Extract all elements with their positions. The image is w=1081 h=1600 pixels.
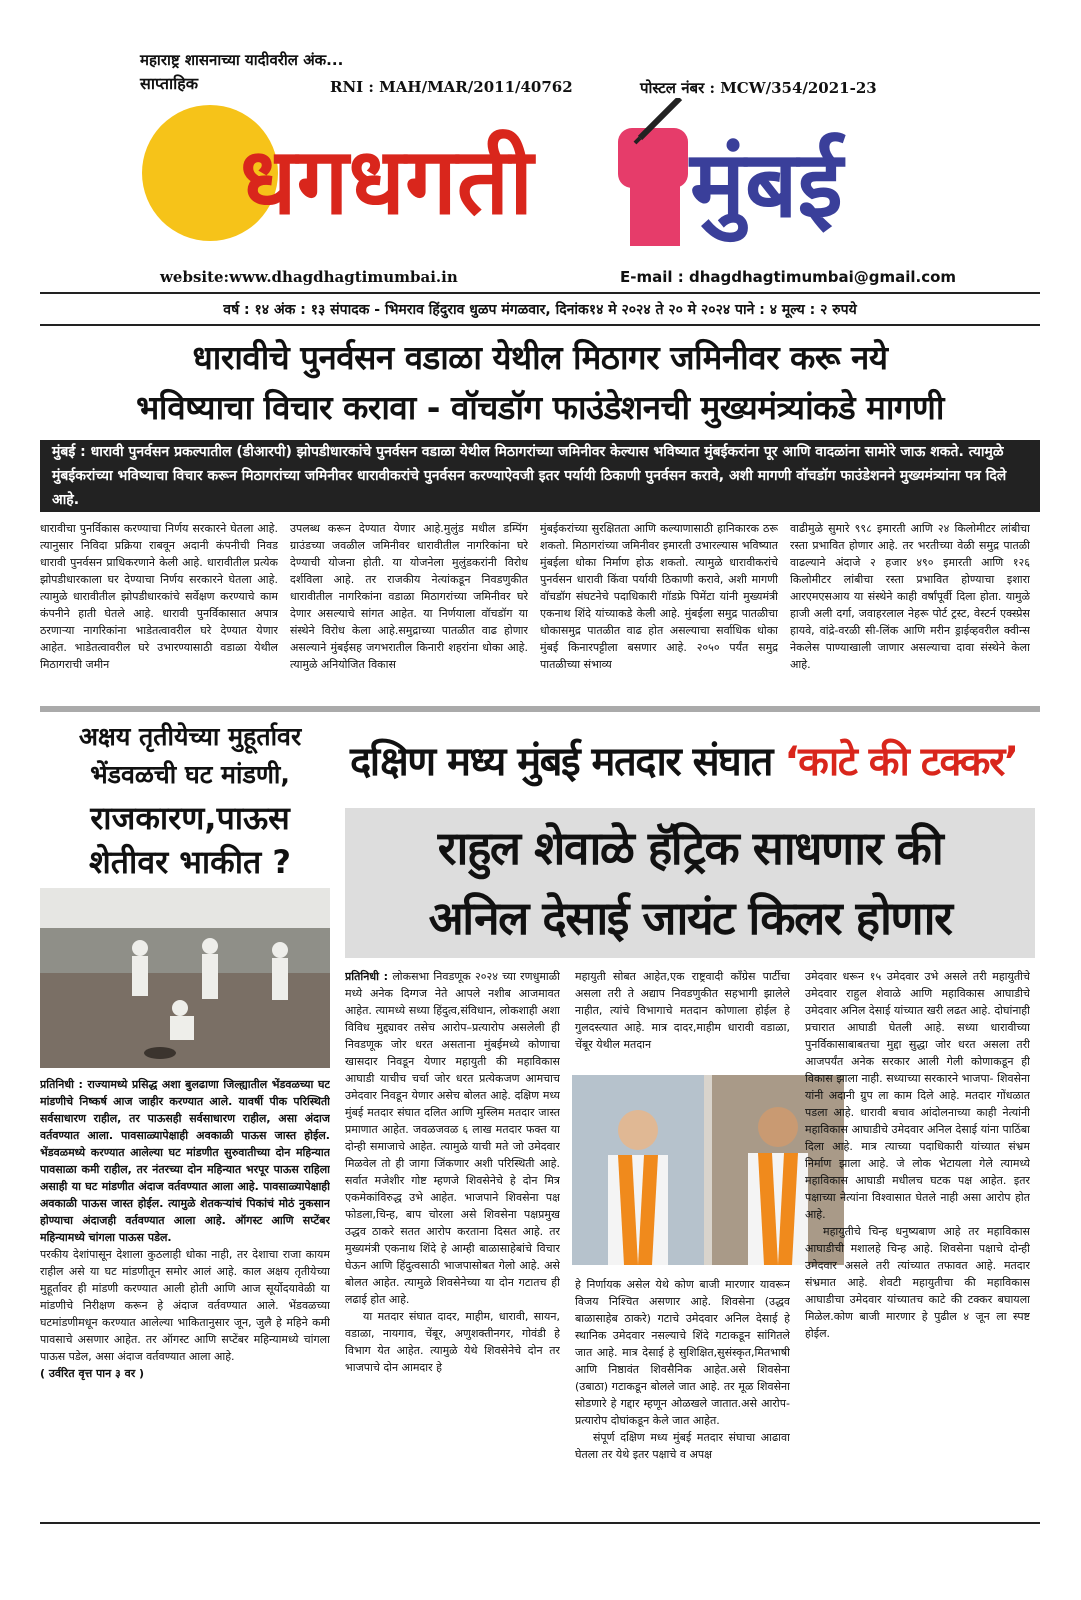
bottom-rule <box>40 1522 1040 1524</box>
lead-headline-2: भविष्याचा विचार करावा - वॉचडॉग फाउंडेशनची मुख्यमंत्र्यांकडे मागणी <box>136 388 944 427</box>
candidates-photo <box>572 1075 844 1265</box>
raised-fist-pen-icon <box>618 98 688 246</box>
weekly-label: साप्ताहिक <box>140 74 199 93</box>
left-story-body: प्रतिनिधी : राज्यामध्ये प्रसिद्ध अशा बुलढाणा जिल्ह्यातील भेंडवळच्या घट मांडणीचे निष्कर्ष आज जाहीर करण्यात आले. यावर्षी पीक परिस्थिती सर्वसाधारण राहील, तर पाऊसही सर्वसाधारण राहील, असा अंदाज वर्तवण्यात आला. पावसाळ्यापेक्षाही अवकाळी पाऊस जास्त होईल. भेंडवळमध्ये करण्यात आलेल्या घट मांडणीत सुरुवातीच्या दोन महिन्यात पावसाळा कमी राहील, तर नंतरच्या दोन महिन्यात भरपूर पाऊस राहिला असाही या घट मांडणीत अंदाज वर्तवण्यात आला आहे. पावसाळ्यापेक्षाही अवकाळी पाऊस जास्त होईल. त्यामुळे शेतकऱ्यांचं पिकांचं मोठं नुकसान होण्याचा अंदाजही वर्तवण्यात आला आहे. ऑगस्ट आणि सप्टेंबर महिन्यामध्ये चांगला पाऊस पडेल. परकीय देशांपासून देशाला कुठलाही धोका नाही, तर देशाचा राजा कायम राहील असे या घट मांडणीतून समोर आलं आहे. काल अक्षय तृतीयेच्या मुहूर्तावर ही मांडणी करण्यात आली होती आणि आज सूर्योदयावेळी या मांडणीचे निरीक्षण करून हे अंदाज वर्तवण्यात आले. भेंडवळच्या घटमांडणीमधून करण्यात आलेल्या भाकितानुसार जून, जुलै हे महिने कमी पावसाचे असणार आहेत. तर ऑगस्ट आणि सप्टेंबर महिन्यामध्ये चांगला पाऊस पडेल, असा अंदाज वर्तवण्यात आला आहे. ( उर्वरित वृत्त पान ३ वर ) <box>40 1078 330 1380</box>
logo-right-text: मुंबई <box>690 131 843 238</box>
left-headline-2: राजकारण,पाऊस शेतीवर भाकीत ? <box>89 799 291 881</box>
issue-info-line: वर्ष : १४ अंक : १३ संपादक - भिमराव हिंदुराव धुळप मंगळवार, दिनांक१४ मे २०२४ ते २० मे २०२४ पाने : ४ मूल्य : २ रुपये <box>223 302 857 318</box>
section-divider <box>40 706 1040 712</box>
main-column-2-bottom: हे निर्णायक असेल येथे कोण बाजी मारणार यावरून विजय निश्चित असणार आहे. शिवसेना (उद्धव बाळासाहेब ठाकरे) गटाचे उमेदवार अनिल देसाई हे स्थानिक उमेदवार नसल्याचे शिंदे गटाकडून सांगितले जात आहे. मात्र देसाई हे सुशिक्षित,सुसंस्कृत,मितभाषी आणि निष्ठावंत शिवसैनिक आहेत.असे शिवसेना (उबाठा) गटाकडून बोलले जात आहे. तर मूळ शिवसेना सोडणारे हे गद्दार म्हणून ओळखले जातात.असे आरोप- प्रत्यारोप दोघांकडून केले जात आहेत. संपूर्ण दक्षिण मध्य मुंबई मतदार संघाचा आढावा घेतला तर येथे इतर पक्षाचे व अपक्ष <box>575 1278 790 1461</box>
masthead-tagline: महाराष्ट्र शासनाच्या यादीवरील अंक... <box>140 51 344 69</box>
lead-column-1: धारावीचा पुनर्विकास करण्याचा निर्णय सरकारने घेतला आहे. त्यानुसार निविदा प्रक्रिया राबवून अदानी कंपनीची निवड धारावी पुनर्वसन प्राधिकरणाने केली आहे. धारावीतील प्रत्येक झोपडीधारकाला घर देण्याचा निर्णय सरकारने घेतला आहे. त्यामुळे धारावीतील झोपडीधारकांचे सर्वेक्षण करण्याचे काम कंपनीने हाती घेतले आहे. धारावी पुनर्विकासात अपात्र ठरणाऱ्या नागरिकांना भाडेतत्वावरील घरे देण्यात येणार आहेत. भाडेतत्वावरील घरे उभारण्यासाठी वडाळा येथील मिठागराची जमीन <box>40 522 278 671</box>
ritual-crowd-photo <box>40 888 330 1068</box>
postal-number: पोस्टल नंबर : MCW/354/2021-23 <box>640 79 877 97</box>
main-column-2-top: महायुती सोबत आहेत,एक राष्ट्रवादी कॉंग्रेस पार्टीचा असला तरी ते अद्याप निवडणुकीत सहभागी झालेले नाहीत, त्यांचे विभागाचे मतदान कोणाला होईल हे गुलदस्त्यात आहे. मात्र दादर,माहीम धारावी वडाळा, चेंबूर येथील मतदान <box>575 970 790 1051</box>
main-column-1: प्रतिनिधी : लोकसभा निवडणूक २०२४ च्या रणधुमाळी मध्ये अनेक दिग्गज नेते आपले नशीब आजमावत आहेत. त्यामध्ये सध्या हिंदुत्व,संविधान, लोकशाही अशा विविध मुद्द्यावर तसेच आरोप–प्रत्यारोप असलेली ही निवडणूक जोर धरत असताना मुंबईमध्ये कोणाचा खासदार निवडून येणार महायुती की महाविकास आघाडी याचीच चर्चा जोर धरत प्रत्येकजण आमचाच उमेदवार निवडून येणार असेच बोलत आहे. दक्षिण मध्य मुंबई मतदार संघात दलित आणि मुस्लिम मतदार जास्त प्रमाणात आहेत. जवळजवळ ६ लाख मतदार फक्त या दोन्ही समाजाचे आहेत. त्यामुळे याची मते जो उमेदवार मिळवेल तो ही जागा जिंकणार अशी परिस्थिती आहे. सर्वात मजेशीर गोष्ट म्हणजे शिवसेनेचे हे दोन मित्र एकमेकांविरुद्ध उभे आहेत. भाजपाने शिवसेना पक्ष फोडला,चिन्ह, बाप चोरला असे शिवसेना पक्षप्रमुख उद्धव ठाकरे सतत आरोप करताना दिसत आहे. तर मुख्यमंत्री एकनाथ शिंदे हे आम्ही बाळासाहेबांचे विचार घेऊन आणि हिंदुत्वसाठी भाजपासोबत गेलो आहे. असे बोलत आहेत. त्यामुळे शिवसेनेच्या या दोन गटातच ही लढाई होत आहे. या मतदार संघात दादर, माहीम, धारावी, सायन, वडाळा, नायगाव, चेंबूर, अणुशक्तीनगर, गोवंडी हे विभाग येत आहेत. त्यामुळे येथे शिवसेनेचे दोन तर भाजपाचे दोन आमदार हे <box>345 970 560 1374</box>
info-rule <box>40 324 1040 326</box>
main-headline-2: अनिल देसाई जायंट किलर होणार <box>428 891 952 945</box>
main-column-3: उमेदवार धरून १५ उमेदवार उभे असले तरी महायुतीचे उमेदवार राहुल शेवाळे आणि महाविकास आघाडीचे उमेदवार अनिल देसाई यांच्यात खरी लढत आहे. दोघांनाही प्रचारात आघाडी घेतली आहे. सध्या धारावीच्या पुनर्विकासाबाबतचा मुद्दा सुद्धा जोर धरत असला तरी आजपर्यंत अनेक सरकार आली गेली कोणाकडून ही विकास झाला नाही. सध्याच्या सरकारने भाजपा- शिवसेना यांनी अदानी ग्रुप ला काम दिले आहे. मतदार गोंधळात पडला आहे. धारावी बचाव आंदोलनाच्या काही नेत्यांनी महाविकास आघाडीचे उमेदवार अनिल देसाई यांना पाठिंबा दिला आहे. मात्र त्याच्या पदाधिकारी यांच्यात संभ्रम निर्माण झाला आहे. जे लोक भेटायला गेले त्यामध्ये महाविकास आघाडी मधीलच घटक पक्ष आहेत. इतर पक्षाच्या नेत्यांना विश्वासात घेतले नाही असा आरोप होत आहे. महायुतीचे चिन्ह धनुष्यबाण आहे तर महाविकास आघाडीची मशालहे चिन्ह आहे. शिवसेना पक्षाचे दोन्ही उमेदवार असले तरी त्यांच्यात तफावत आहे. मतदार संभ्रमात आहे. शेवटी महायुतीचा की महाविकास आघाडीचा उमेदवार यांच्यातच काटे की टक्कर बघायला मिळेल.कोण बाजी मारणार हे पुढील ४ जून ला स्पष्ट होईल. <box>805 970 1030 1340</box>
logo-left-text: धगधगती <box>240 128 534 235</box>
newspaper-logo <box>140 98 940 258</box>
website-link[interactable]: website:www.dhagdhagtimumbai.in <box>160 268 458 286</box>
top-rule <box>40 292 1040 294</box>
main-kicker <box>350 732 1040 787</box>
left-headline-1: अक्षय तृतीयेच्या मुहूर्तावर भेंडवळची घट मांडणी, <box>78 722 302 789</box>
lead-column-2: उपलब्ध करून देण्यात येणार आहे.मुलुंड मधील डम्पिंग ग्राउंडच्या जवळील जमिनीवर धारावीतील नागरिकांना घरे देण्याची योजना होती. या योजनेला मुलुंडकरांनी विरोध दर्शविला आहे. तर राजकीय नेत्यांकडून निवडणुकीत धारावीतील नागरिकांना वडाळा मिठागरांच्या जमिनीवर घरे देणार असल्याचे सांगत आहेत. या निर्णयाला वॉचडॉग या संस्थेने विरोध केला आहे.समुद्राच्या पातळीत वाढ होणार असल्याने मुंबईसह जगभरातील किनारी शहरांना धोका आहे. त्यामुळे अनियोजित विकास <box>290 522 528 671</box>
lead-column-4: वाढीमुळे सुमारे ९९८ इमारती आणि २४ किलोमीटर लांबीचा रस्ता प्रभावित होणार आहे. तर भरतीच्या वेळी समुद्र पातळी वाढल्याने अंदाजे २ हजार ४९० इमारती आणि १२६ किलोमीटर लांबीचा रस्ता प्रभावित होण्याचा इशारा आरएमएसआय या संस्थेने काही वर्षांपूर्वी दिला होता. यामुळे हाजी अली दर्गा, जवाहरलाल नेहरू पोर्ट ट्रस्ट, वेस्टर्न एक्स्प्रेस हायवे, वांद्रे-वरळी सी-लिंक आणि मरीन ड्राईव्हवरील क्वीन्स नेकलेस पाण्याखाली जाणार असल्याचा दावा संस्थेने केला आहे. <box>790 522 1030 671</box>
kicker-black: दक्षिण मध्य मुंबई मतदार संघात <box>350 739 772 785</box>
kicker-red: ‘काटे की टक्कर’ <box>784 739 1018 785</box>
email-link[interactable]: E-mail : dhagdhagtimumbai@gmail.com <box>620 268 957 286</box>
lead-summary-box: मुंबई : धारावी पुनर्वसन प्रकल्पातील (डीआरपी) झोपडीधारकांचे पुनर्वसन वडाळा येथील मिठागरांच्या जमिनीवर केल्यास भविष्यात मुंबईकरांना पूर आणि वादळांना सामोरे जाऊ शकते. त्यामुळे मुंबईकरांच्या भविष्याचा विचार करून मिठागरांच्या जमिनीवर धारावीकरांचे पुनर्वसन करण्याऐवजी इतर पर्यायी ठिकाणी पुनर्वसन करावे, अशी मागणी वॉचडॉग फाउंडेशनने मुख्यमंत्र्यांना पत्र दिले आहे. <box>40 440 1040 512</box>
lead-headline-1: धारावीचे पुनर्वसन वडाळा येथील मिठागर जमिनीवर करू नये <box>192 338 888 377</box>
main-headline-1: राहुल शेवाळे हॅट्रिक साधणार की <box>437 821 943 875</box>
rni-number: RNI : MAH/MAR/2011/40762 <box>330 78 573 96</box>
lead-column-3: मुंबईकरांच्या सुरक्षितता आणि कल्याणासाठी हानिकारक ठरू शकतो. मिठागरांच्या जमिनीवर इमारती उभारल्यास भविष्यात मुंबईला धोका निर्माण होऊ शकतो. त्यामुळे धारावीकरांचे पुनर्वसन धारावी किंवा पर्यायी ठिकाणी करावे, अशी मागणी वॉचडॉग संघटनेचे पदाधिकारी गॉडफ्रे पिमेंटा यांनी मुख्यमंत्री एकनाथ शिंदे यांच्याकडे केली आहे. मुंबईला समुद्र पातळीचा धोकासमुद्र पातळीत वाढ होत असल्याचा सर्वाधिक धोका मुंबई किनारपट्टीला बसणार आहे. २०५० पर्यंत समुद्र पातळीच्या संभाव्य <box>540 522 778 671</box>
